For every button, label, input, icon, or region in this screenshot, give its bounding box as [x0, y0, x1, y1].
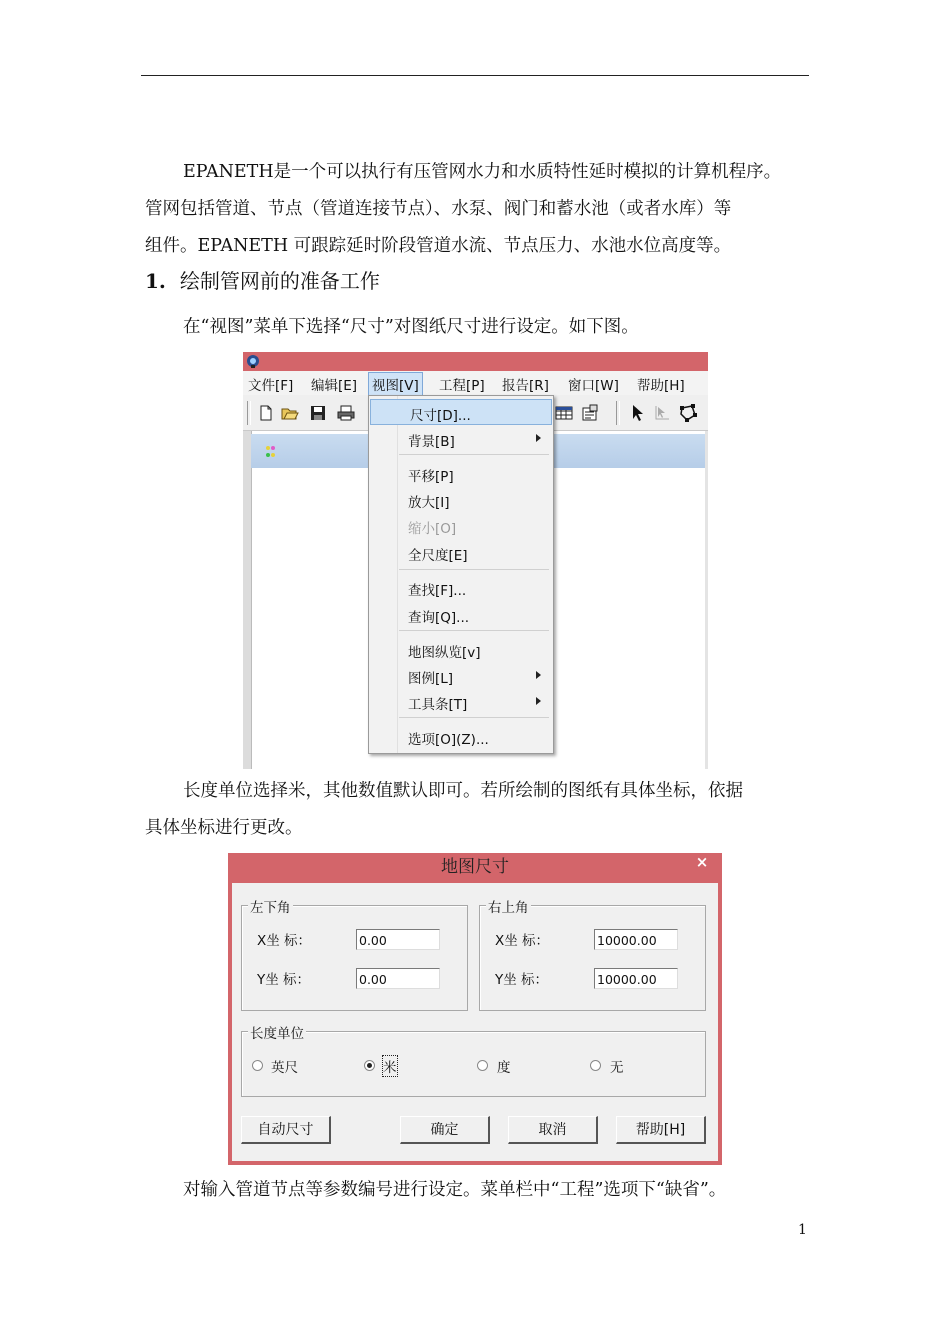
header-rule: [141, 75, 809, 76]
menu-help[interactable]: 帮助[H]: [637, 378, 685, 394]
paragraph-1-line-3: 组件。EPANETH 可跟踪延时阶段管道水流、节点压力、水池水位高度等。: [145, 236, 732, 256]
menu-item-label: 查找[F]...: [408, 583, 467, 599]
lower-left-x-label: X坐 标：: [257, 933, 312, 949]
menu-item-full-extent[interactable]: [369, 540, 553, 564]
page-number: 1: [798, 1222, 807, 1238]
menu-item-label: 查询[Q]...: [408, 610, 470, 626]
window-right-edge: [705, 431, 708, 769]
menu-item-zoom-out: [369, 513, 553, 537]
paragraph-3-line-2: 具体坐标进行更改。: [145, 818, 303, 838]
radio-degrees[interactable]: [477, 1060, 488, 1071]
radio-none[interactable]: [590, 1060, 601, 1071]
paragraph-1-line-1: EPANETH是一个可以执行有压管网水力和水质特性延时模拟的计算机程序。: [183, 162, 782, 182]
radio-none-label: 无: [610, 1060, 624, 1076]
upper-right-x-input[interactable]: 10000.00: [594, 929, 678, 950]
menu-item-label: 放大[I]: [408, 495, 450, 511]
upper-right-legend: 右上角: [486, 896, 531, 916]
menu-item-overview-map[interactable]: [369, 637, 553, 661]
workspace-frame: [243, 431, 252, 769]
upper-right-y-input[interactable]: 10000.00: [594, 968, 678, 989]
menu-item-toolbars[interactable]: [369, 689, 553, 713]
radio-degrees-label: 度: [497, 1060, 511, 1076]
auto-size-button[interactable]: 自动尺寸: [241, 1116, 331, 1144]
length-units-group: [241, 1026, 706, 1097]
menu-item-label: 背景[B]: [408, 434, 455, 450]
help-button[interactable]: 帮助[H]: [616, 1116, 706, 1144]
map-dimensions-dialog: [228, 853, 722, 1165]
paragraph-1-line-2: 管网包括管道、节点（管道连接节点）、水泵、阀门和蓄水池（或者水库）等: [145, 199, 732, 219]
upper-right-group: [479, 900, 706, 1011]
upper-right-y-label: Y坐 标：: [495, 972, 549, 988]
menu-item-backdrop[interactable]: [369, 426, 553, 450]
menu-item-label: 尺寸[D]...: [410, 408, 471, 424]
menu-item-query[interactable]: [369, 602, 553, 626]
table-icon[interactable]: [555, 404, 573, 422]
menu-project[interactable]: 工程[P]: [439, 378, 485, 394]
select-region-icon[interactable]: [679, 404, 697, 422]
lower-left-y-input[interactable]: 0.00: [356, 968, 440, 989]
menu-item-label: 全尺度[E]: [408, 548, 468, 564]
epanet-view-menu-screenshot: [243, 352, 708, 769]
menu-item-options[interactable]: [369, 724, 553, 748]
save-icon[interactable]: [309, 404, 327, 422]
radio-meters-label: 米: [383, 1056, 397, 1076]
length-units-legend: 长度单位: [248, 1022, 306, 1042]
select-arrow-icon[interactable]: [628, 404, 646, 422]
radio-meters[interactable]: [364, 1060, 375, 1071]
window-title-bar: [243, 352, 708, 371]
menu-item-find[interactable]: [369, 575, 553, 599]
heading-text: 绘制管网前的准备工作: [179, 269, 380, 293]
radio-feet-label: 英尺: [271, 1060, 298, 1076]
menu-item-label: 平移[P]: [408, 469, 454, 485]
view-menu-dropdown: [368, 395, 554, 754]
menu-item-label: 缩小[O]: [408, 521, 457, 537]
menu-item-label: 工具条[T]: [408, 697, 468, 713]
menu-report[interactable]: 报告[R]: [502, 378, 549, 394]
menu-item-zoom-in[interactable]: [369, 487, 553, 511]
close-icon[interactable]: ×: [695, 853, 709, 871]
select-vertex-icon[interactable]: [653, 404, 671, 422]
menu-edit[interactable]: 编辑[E]: [311, 378, 358, 394]
paragraph-2: 在“视图”菜单下选择“尺寸”对图纸尺寸进行设定。如下图。: [183, 317, 639, 337]
properties-icon[interactable]: [581, 404, 599, 422]
lower-left-y-label: Y坐 标：: [257, 972, 311, 988]
radio-feet[interactable]: [252, 1060, 263, 1071]
menu-item-pan[interactable]: [369, 461, 553, 485]
map-window-icon: [263, 445, 279, 459]
menu-item-label: 选项[O](Z)...: [408, 732, 489, 748]
print-icon[interactable]: [337, 404, 355, 422]
open-folder-icon[interactable]: [281, 404, 299, 422]
lower-left-legend: 左下角: [248, 896, 293, 916]
menu-bar: [243, 371, 708, 395]
epanet-app-icon: [246, 354, 260, 368]
submenu-arrow-icon: [536, 697, 541, 705]
paragraph-4: 对输入管道节点等参数编号进行设定。菜单栏中“工程”选项下“缺省”。: [183, 1180, 727, 1200]
cancel-button[interactable]: 取消: [508, 1116, 598, 1144]
menu-item-label: 图例[L]: [408, 671, 454, 687]
submenu-arrow-icon: [536, 671, 541, 679]
section-heading: [145, 263, 380, 300]
heading-number: 1.: [145, 269, 166, 293]
lower-left-x-input[interactable]: 0.00: [356, 929, 440, 950]
dialog-title: 地图尺寸: [441, 857, 509, 877]
menu-view[interactable]: 视图[V]: [368, 372, 423, 396]
submenu-arrow-icon: [536, 434, 541, 442]
menu-file[interactable]: 文件[F]: [248, 378, 294, 394]
dialog-body: [232, 883, 718, 1161]
menu-item-label: 地图纵览[v]: [408, 645, 481, 661]
menu-item-legends[interactable]: [369, 663, 553, 687]
paragraph-3-line-1: 长度单位选择米，其他数值默认即可。若所绘制的图纸有具体坐标，依据: [183, 781, 743, 801]
menu-window[interactable]: 窗口[W]: [568, 378, 619, 394]
menu-item-dimensions[interactable]: [370, 399, 552, 425]
upper-right-x-label: X坐 标：: [495, 933, 550, 949]
new-file-icon[interactable]: [257, 404, 275, 422]
ok-button[interactable]: 确定: [400, 1116, 490, 1144]
lower-left-group: [241, 900, 468, 1011]
